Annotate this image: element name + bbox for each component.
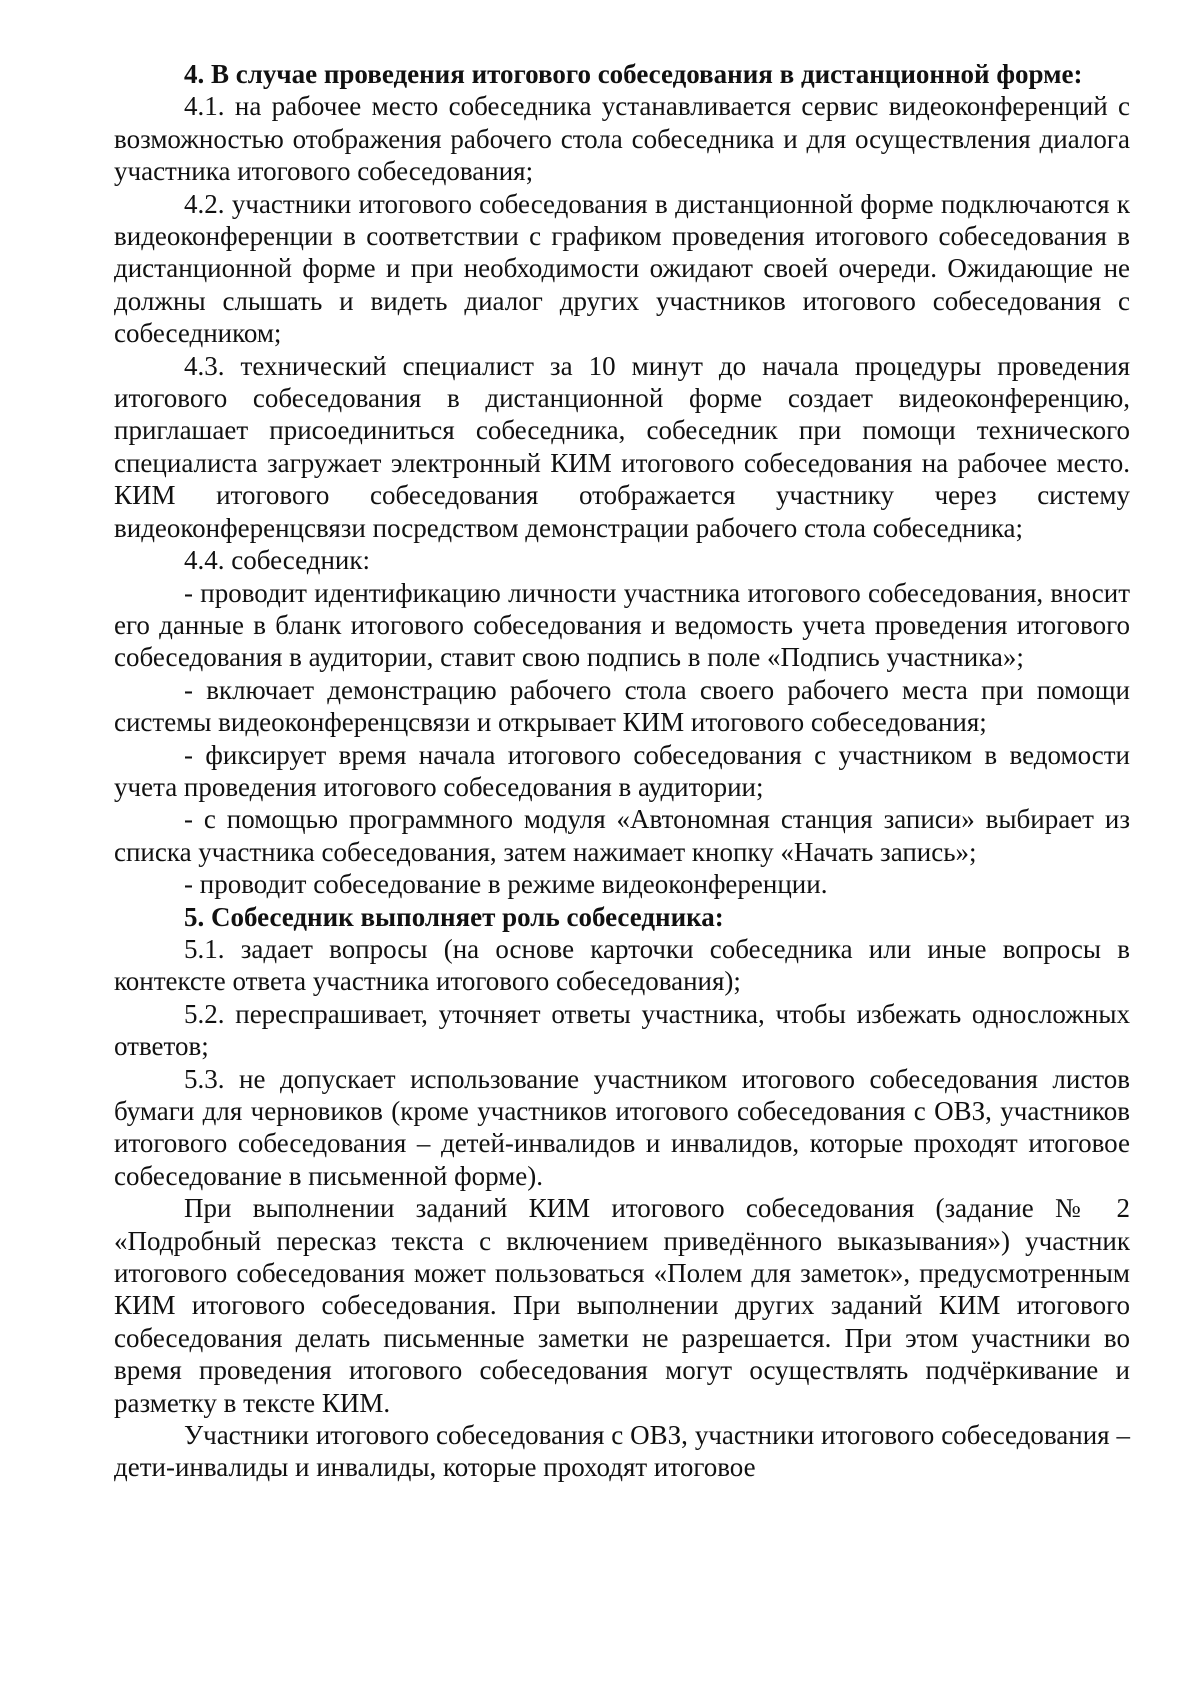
section-4-heading: 4. В случае проведения итогового собеседования в дистанционной форме: xyxy=(184,59,1083,89)
paragraph-4-4: 4.4. собеседник: xyxy=(184,545,370,576)
list-item-start-time: - фиксирует время начала итогового собеседования с участником в ведомости учета проведения итогового собеседования в аудитории; xyxy=(114,739,1130,802)
list-item-identification: - проводит идентификацию личности участника итогового собеседования, вносит его данные в бланк итогового собеседования и ведомость учета проведения итогового собеседования в аудитории, ставит свою подпись в поле «Подпись участника»; xyxy=(114,577,1130,673)
paragraph-ovz-participants: Участники итогового собеседования с ОВЗ, участники итогового собеседования – дети-инвалиды и инвалиды, которые проходят итоговое xyxy=(114,1420,1130,1483)
section-5-heading: 5. Собеседник выполняет роль собеседника: xyxy=(184,901,724,932)
list-item-recording: - с помощью программного модуля «Автономная станция записи» выбирает из списка участника собеседования, затем нажимает кнопку «Начать запись»; xyxy=(114,804,1130,867)
paragraph-5-1: 5.1. задает вопросы (на основе карточки собеседника или иные вопросы в контексте ответа участника итогового собеседования); xyxy=(114,933,1130,997)
paragraph-notes-field: При выполнении заданий КИМ итогового собеседования (задание № 2 «Подробный пересказ текста с включением приведённого выказывания») участник итогового собеседования может пользоваться «Полем для заметок», предусмотренным КИМ итогового собеседования. При выполнении других заданий КИМ итогового собеседования делать письменные заметки не разрешается. При этом участники во время проведения итогового собеседования могут осуществлять подчёркивание и разметку в тексте КИМ. xyxy=(114,1193,1130,1418)
paragraph-4-1: 4.1. на рабочее место собеседника устанавливается сервис видеоконференций с возможностью отображения рабочего стола собеседника и для осуществления диалога участника итогового собеседования; xyxy=(114,91,1130,187)
list-item-videoconference: - проводит собеседование в режиме видеоконференции. xyxy=(184,869,828,900)
paragraph-4-3: 4.3. технический специалист за 10 минут до начала процедуры проведения итогового собеседования в дистанционной форме создает видеоконференцию, приглашает присоединиться собеседника, собеседник при помощи технического специалиста загружает электронный КИМ итогового собеседования на рабочее место. КИМ итогового собеседования отображается участнику через систему видеоконференцсвязи посредством демонстрации рабочего стола собеседника; xyxy=(114,350,1130,543)
paragraph-5-3: 5.3. не допускает использование участником итогового собеседования листов бумаги для черновиков (кроме участников итогового собеседования с ОВЗ, участников итогового собеседования – детей-инвалидов и инвалидов, которые проходят итоговое собеседование в письменной форме). xyxy=(114,1063,1130,1191)
paragraph-4-2: 4.2. участники итогового собеседования в дистанционной форме подключаются к видеоконференции в соответствии с графиком проведения итогового собеседования в дистанционной форме и при необходимости ожидают своей очереди. Ожидающие не должны слышать и видеть диалог других участников итогового собеседования с собеседником; xyxy=(114,188,1130,349)
paragraph-5-2: 5.2. переспрашивает, уточняет ответы участника, чтобы избежать односложных ответов; xyxy=(114,998,1130,1062)
document-body xyxy=(114,58,1130,1484)
list-item-screen-sharing: - включает демонстрацию рабочего стола своего рабочего места при помощи системы видеоконференцсвязи и открывает КИМ итогового собеседования; xyxy=(114,674,1130,738)
